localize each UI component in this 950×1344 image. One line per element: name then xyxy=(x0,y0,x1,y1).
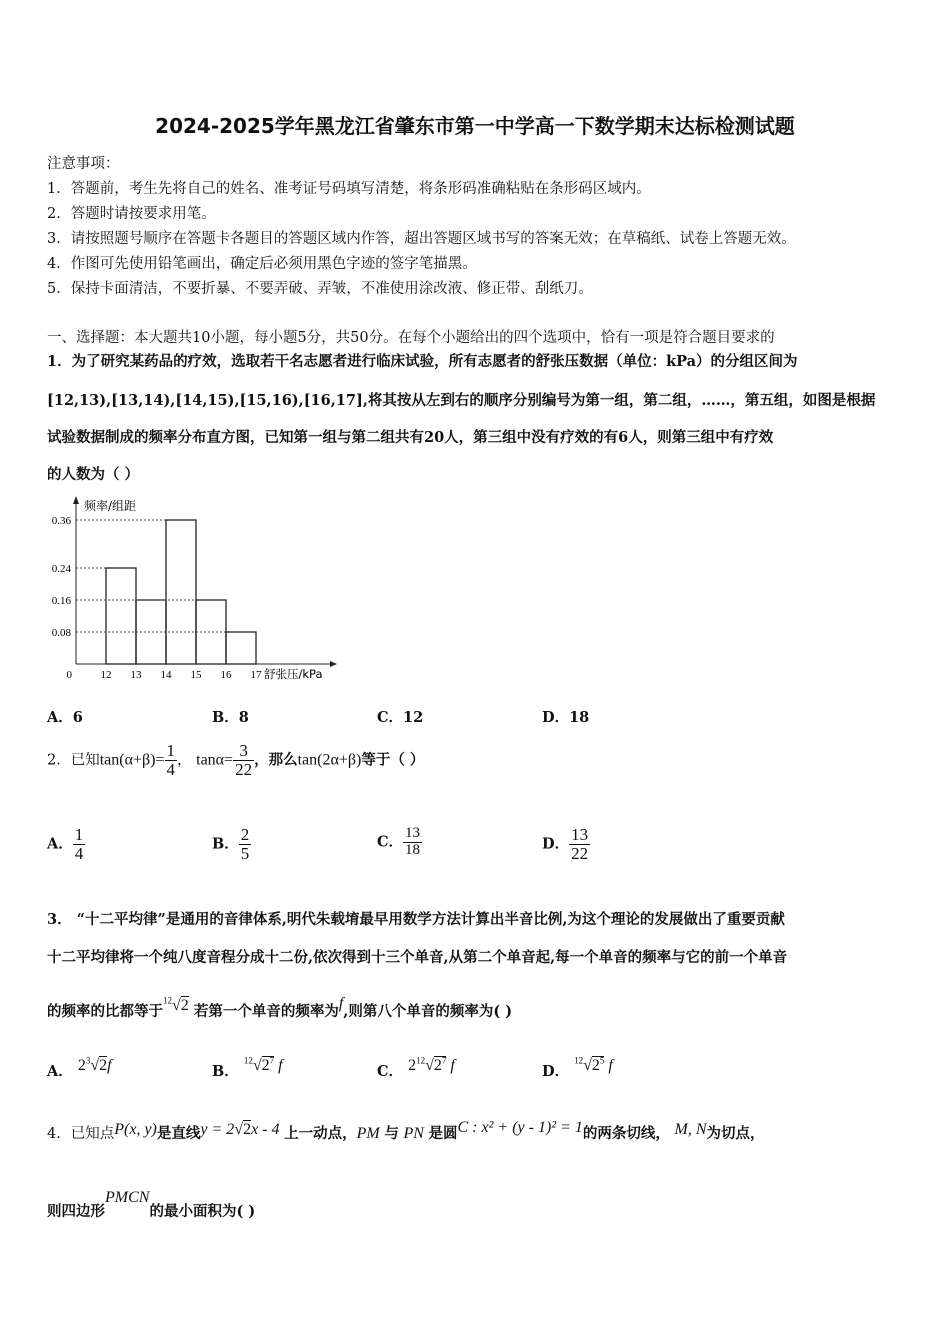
section-heading: 一、选择题：本大题共10小题，每小题5分，共50分。在每个小题给出的四个选项中，恰有一项是符合题目要求的 xyxy=(47,330,775,346)
y-tick-label: 0.08 xyxy=(51,627,71,639)
q2-option-b[interactable]: B． $\frac{2}{5}$ xyxy=(212,825,250,863)
q4-point-p: P(x, y) xyxy=(114,1121,157,1138)
note-3: 3．请按照题号顺序在答题卡各题目的答题区域内作答，超出答题区域书写的答案无效；在草稿纸、试卷上答题无效。 xyxy=(47,231,796,247)
q3-text-c: ,则第八个单音的频率为( ) xyxy=(343,1003,513,1020)
x-tick-label: 14 xyxy=(160,669,172,681)
q2-frac-1: $\frac{1}{4}$ xyxy=(166,741,176,779)
q3-text-b: 若第一个单音的频率为 xyxy=(193,1003,339,1020)
q1-options xyxy=(47,706,747,728)
q4-text-2: 是直线 xyxy=(156,1125,201,1142)
q2-option-c[interactable]: C． $\frac{13}{18}$ xyxy=(377,825,421,858)
note-2: 2．答题时请按要求用笔。 xyxy=(47,206,216,222)
q4-text-8: 则四边形 xyxy=(47,1203,105,1220)
y-axis-title: 频率/组距 xyxy=(84,499,137,513)
q3-var-f: f xyxy=(338,995,344,1012)
q4-quad: PMCN xyxy=(105,1189,150,1206)
q2-suffix: 等于（ ） xyxy=(361,751,425,769)
q1-option-b[interactable]: B．8 xyxy=(212,709,249,726)
q3-root-12-2: $^{12}$√2 xyxy=(163,995,189,1014)
q2-option-a[interactable]: A． $\frac{1}{4}$ xyxy=(47,825,84,863)
histogram-bar xyxy=(106,568,136,664)
q3-line-1: 3． “十二平均律”是通用的音律体系,明代朱载堉最早用数学方法计算出半音比例,为这个理论的发展做出了重要贡献 xyxy=(47,911,785,928)
y-tick-label: 0.24 xyxy=(51,563,71,575)
q2-expr-1: tan(α+β)= xyxy=(99,751,165,769)
q4-mn: M, N xyxy=(674,1121,707,1138)
x-tick-label: 12 xyxy=(100,669,112,681)
q2-sep: ， xyxy=(177,752,192,769)
q3-line-3 xyxy=(47,995,513,1021)
q4-text-3: 上一动点， xyxy=(284,1125,357,1142)
q4-circle-eq: C : x² + (y - 1)² = 1 xyxy=(457,1119,583,1136)
q4-line-eq: y = 2√2x - 4 xyxy=(200,1121,280,1138)
q2-stem xyxy=(47,742,424,779)
q4-pn: PN xyxy=(403,1125,424,1142)
q2-frac-2: $\frac{3}{22}$ xyxy=(235,741,253,779)
q3-text-a: 的频率的比都等于 xyxy=(47,1003,163,1020)
note-1: 1．答题前，考生先将自己的姓名、准考证号码填写清楚，将条形码准确粘贴在条形码区域内。 xyxy=(47,181,651,197)
histogram-bar xyxy=(226,632,256,664)
q4-text-6: 的两条切线， xyxy=(582,1125,670,1142)
q2-expr-3: tan(2α+β) xyxy=(297,751,362,769)
x-tick-label: 15 xyxy=(190,669,202,681)
q3-option-a[interactable]: A． $2^3√2f$ xyxy=(47,1055,112,1080)
histogram-bar xyxy=(166,520,196,664)
x-tick-label: 16 xyxy=(220,669,232,681)
y-axis-arrow xyxy=(73,496,79,504)
x-axis-arrow xyxy=(330,661,337,667)
q2-prefix: 2．已知 xyxy=(47,752,100,769)
q3-option-d[interactable]: D． $^{12}√2^5$ f xyxy=(542,1055,613,1080)
q4-line-1 xyxy=(47,1119,765,1143)
q1-option-a[interactable]: A．6 xyxy=(47,709,83,726)
frequency-histogram xyxy=(40,490,350,690)
q3-options xyxy=(47,1055,747,1090)
q1-option-d[interactable]: D．18 xyxy=(542,709,590,726)
q4-text-7: 为切点， xyxy=(706,1125,765,1142)
chart-labels xyxy=(52,498,323,681)
q4-text-1: 4．已知点 xyxy=(47,1126,115,1142)
q4-line-2 xyxy=(47,1189,256,1221)
q3-line-2: 十二平均律将一个纯八度音程分成十二份,依次得到十三个单音,从第二个单音起,每一个单音的频率与它的前一个单音 xyxy=(47,949,788,966)
q4-text-9: 的最小面积为( ) xyxy=(149,1203,256,1220)
q3-option-c[interactable]: C． $2^{12}√2^7$ f xyxy=(377,1055,455,1080)
y-tick-label: 0.16 xyxy=(51,595,71,607)
x-tick-label: 17 xyxy=(250,669,262,681)
x-axis-title: 舒张压/kPa xyxy=(264,667,323,681)
chart-axes xyxy=(73,496,337,667)
q2-options xyxy=(47,826,747,874)
q1-line-3: 试验数据制成的频率分布直方图，已知第一组与第二组共有20人，第三组中没有疗效的有6人，则第三组中有疗效 xyxy=(47,429,774,446)
q1-line-4: 的人数为（ ） xyxy=(47,466,140,483)
y-tick-label: 0.36 xyxy=(51,515,71,527)
q2-mid: ，那么 xyxy=(254,751,298,769)
q1-line-1: 1．为了研究某药品的疗效，选取若干名志愿者进行临床试验，所有志愿者的舒张压数据（单位：kPa）的分组区间为 xyxy=(47,353,798,370)
notes-heading: 注意事项： xyxy=(47,156,120,172)
note-5: 5．保持卡面清洁，不要折暴、不要弄破、弄皱，不准使用涂改液、修正带、刮纸刀。 xyxy=(47,281,593,297)
chart-bars xyxy=(76,520,256,664)
q4-pm: PM xyxy=(356,1125,380,1142)
q4-text-5: 是圆 xyxy=(428,1125,458,1142)
page-title: 2024-2025学年黑龙江省肇东市第一中学高一下数学期末达标检测试题 xyxy=(155,114,795,138)
q1-option-c[interactable]: C．12 xyxy=(377,709,424,726)
note-4: 4．作图可先使用铅笔画出，确定后必须用黑色字迹的签字笔描黑。 xyxy=(47,256,477,272)
q2-option-d[interactable]: D． $\frac{13}{22}$ xyxy=(542,825,589,863)
q4-text-4: 与 xyxy=(384,1125,399,1142)
origin-label: 0 xyxy=(66,669,72,681)
q1-line-2: [12,13),[13,14),[14,15),[15,16),[16,17],将其按从左到右的顺序分别编号为第一组，第二组，……，第五组，如图是根据 xyxy=(47,392,876,409)
q2-expr-2: tanα= xyxy=(196,751,234,769)
x-tick-label: 13 xyxy=(130,669,142,681)
q3-option-b[interactable]: B． $^{12}√2^7$ f xyxy=(212,1055,283,1080)
